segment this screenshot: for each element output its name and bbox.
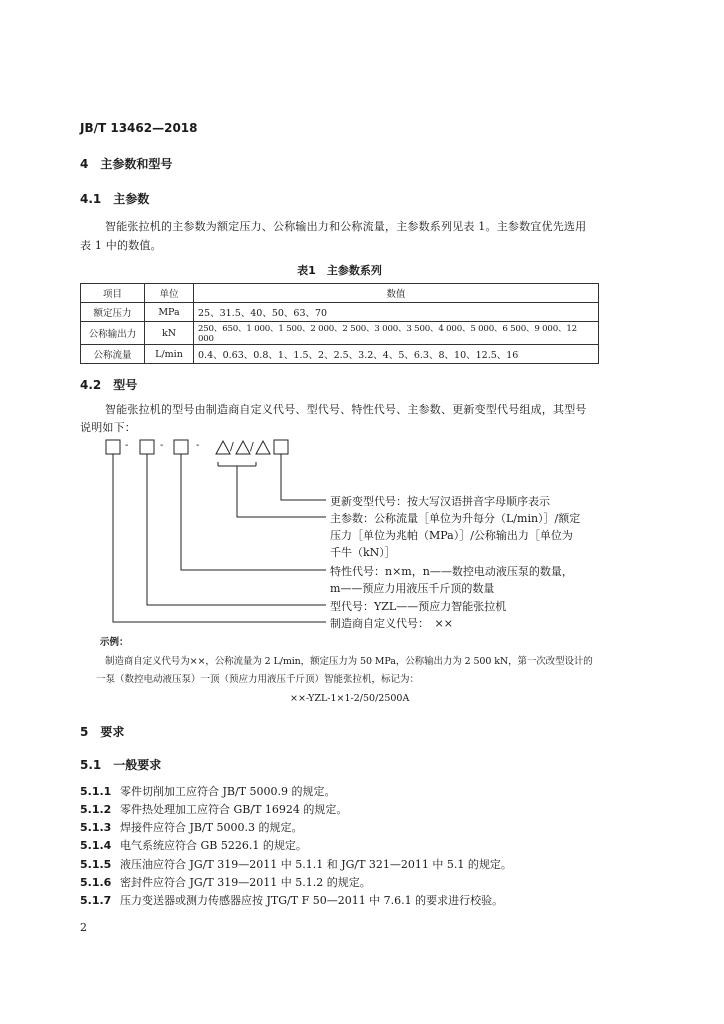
leader-line-manufacturer bbox=[113, 454, 326, 622]
page-number: 2 bbox=[80, 921, 87, 934]
code-separator: - bbox=[196, 440, 200, 451]
table-header-cell: 项目 bbox=[81, 284, 145, 303]
table-header-cell: 数值 bbox=[194, 284, 599, 303]
legend-feature-code-line2: m——预应力用液压千斤顶的数量 bbox=[330, 582, 495, 595]
section-4-title: 4 主参数和型号 bbox=[80, 157, 173, 171]
table-cell: 公称流量 bbox=[81, 345, 145, 364]
requirement-item bbox=[80, 874, 371, 890]
table-cell: MPa bbox=[145, 303, 194, 322]
requirement-item bbox=[80, 783, 336, 799]
requirement-number: 5.1.6 bbox=[80, 876, 112, 889]
legend-variant-code: 更新变型代号：按大写汉语拼音字母顺序表示 bbox=[330, 495, 550, 508]
code-box-manufacturer bbox=[106, 440, 120, 454]
table-cell: kN bbox=[145, 322, 194, 345]
table-caption: 表1 主参数系列 bbox=[297, 264, 382, 277]
example-line1: 制造商自定义代号为××，公称流量为 2 L/min，额定压力为 50 MPa，公称输出力为 2 500 kN，第一次改型设计的 bbox=[105, 656, 593, 667]
table-header-cell: 单位 bbox=[145, 284, 194, 303]
code-separator: - bbox=[160, 440, 164, 451]
section-4-1-para-line2: 表 1 中的数值。 bbox=[80, 239, 162, 252]
example-mark: ××-YZL-1×1-2/50/2500A bbox=[290, 693, 410, 704]
requirement-text: 零件热处理加工应符合 GB/T 16924 的规定。 bbox=[120, 803, 348, 816]
example-line2: 一泵（数控电动液压泵）一顶（预应力用液压千斤顶）智能张拉机，标记为： bbox=[96, 674, 420, 685]
code-box-variant bbox=[274, 440, 288, 454]
code-separator: - bbox=[125, 440, 129, 451]
code-box-type bbox=[140, 440, 154, 454]
legend-feature-code-line1: 特性代号：n×m，n——数控电动液压泵的数量， bbox=[330, 565, 573, 578]
code-slash: / bbox=[230, 440, 234, 453]
table-cell: 公称输出力 bbox=[81, 322, 145, 345]
section-5-1-title: 5.1 一般要求 bbox=[80, 758, 162, 772]
requirement-text: 压力变送器或测力传感器应按 JTG/T F 50—2011 中 7.6.1 的要求进行校验。 bbox=[120, 894, 504, 907]
requirement-item bbox=[80, 837, 307, 853]
section-4-1-title: 4.1 主参数 bbox=[80, 192, 150, 206]
requirement-text: 液压油应符合 JG/T 319—2011 中 5.1.1 和 JG/T 321—2011 中 5.1 的规定。 bbox=[120, 858, 512, 871]
code-box-feature bbox=[174, 440, 188, 454]
example-label: 示例： bbox=[100, 637, 129, 648]
legend-manufacturer-code: 制造商自定义代号： ×× bbox=[330, 617, 453, 630]
requirement-text: 电气系统应符合 GB 5226.1 的规定。 bbox=[120, 839, 307, 852]
code-triangle-force bbox=[256, 441, 270, 454]
standard-number: JB/T 13462—2018 bbox=[80, 121, 198, 135]
code-slash: / bbox=[250, 440, 254, 453]
legend-type-code: 型代号：YZL——预应力智能张拉机 bbox=[330, 600, 507, 613]
section-4-2-para-line1: 智能张拉机的型号由制造商自定义代号、型代号、特性代号、主参数、更新变型代号组成，其型号 bbox=[105, 403, 587, 416]
section-4-2-title: 4.2 型号 bbox=[80, 378, 138, 392]
requirement-item bbox=[80, 856, 512, 872]
requirement-text: 焊接件应符合 JB/T 5000.3 的规定。 bbox=[120, 821, 303, 834]
section-4-1-para-line1: 智能张拉机的主参数为额定压力、公称输出力和公称流量，主参数系列见表 1。主参数宜优先选用 bbox=[105, 220, 587, 233]
code-triangle-pressure bbox=[236, 441, 250, 454]
table-cell: 0.4、0.63、0.8、1、1.5、2、2.5、3.2、4、5、6.3、8、10、12.5、16 bbox=[194, 345, 599, 364]
requirement-number: 5.1.4 bbox=[80, 839, 112, 852]
code-triangle-flow bbox=[216, 441, 230, 454]
leader-line-feature bbox=[181, 454, 326, 570]
section-5-title: 5 要求 bbox=[80, 725, 125, 739]
requirement-number: 5.1.7 bbox=[80, 894, 112, 907]
requirement-number: 5.1.3 bbox=[80, 821, 112, 834]
table-cell: 25、31.5、40、50、63、70 bbox=[194, 303, 599, 322]
legend-main-param-line1: 主参数：公称流量［单位为升每分（L/min）］/额定 bbox=[330, 512, 581, 525]
requirement-number: 5.1.1 bbox=[80, 785, 112, 798]
requirement-item bbox=[80, 801, 347, 817]
table-cell: 额定压力 bbox=[81, 303, 145, 322]
requirement-number: 5.1.5 bbox=[80, 858, 112, 871]
legend-main-param-line2: 压力［单位为兆帕（MPa）］/公称输出力［单位为 bbox=[330, 529, 573, 542]
requirement-number: 5.1.2 bbox=[80, 803, 112, 816]
requirement-item bbox=[80, 892, 503, 908]
section-4-2-para-line2: 说明如下： bbox=[80, 421, 136, 434]
table-cell: L/min bbox=[145, 345, 194, 364]
table-cell: 250、650、1 000、1 500、2 000、2 500、3 000、3 500、4 000、5 000、6 500、9 000、12 000 bbox=[194, 322, 599, 345]
requirement-item bbox=[80, 819, 303, 835]
requirement-text: 密封件应符合 JG/T 319—2011 中 5.1.2 的规定。 bbox=[120, 876, 371, 889]
leader-line-variant bbox=[281, 454, 326, 500]
legend-main-param-line3: 千牛（kN）］ bbox=[330, 546, 396, 559]
requirement-text: 零件切削加工应符合 JB/T 5000.9 的规定。 bbox=[120, 785, 336, 798]
